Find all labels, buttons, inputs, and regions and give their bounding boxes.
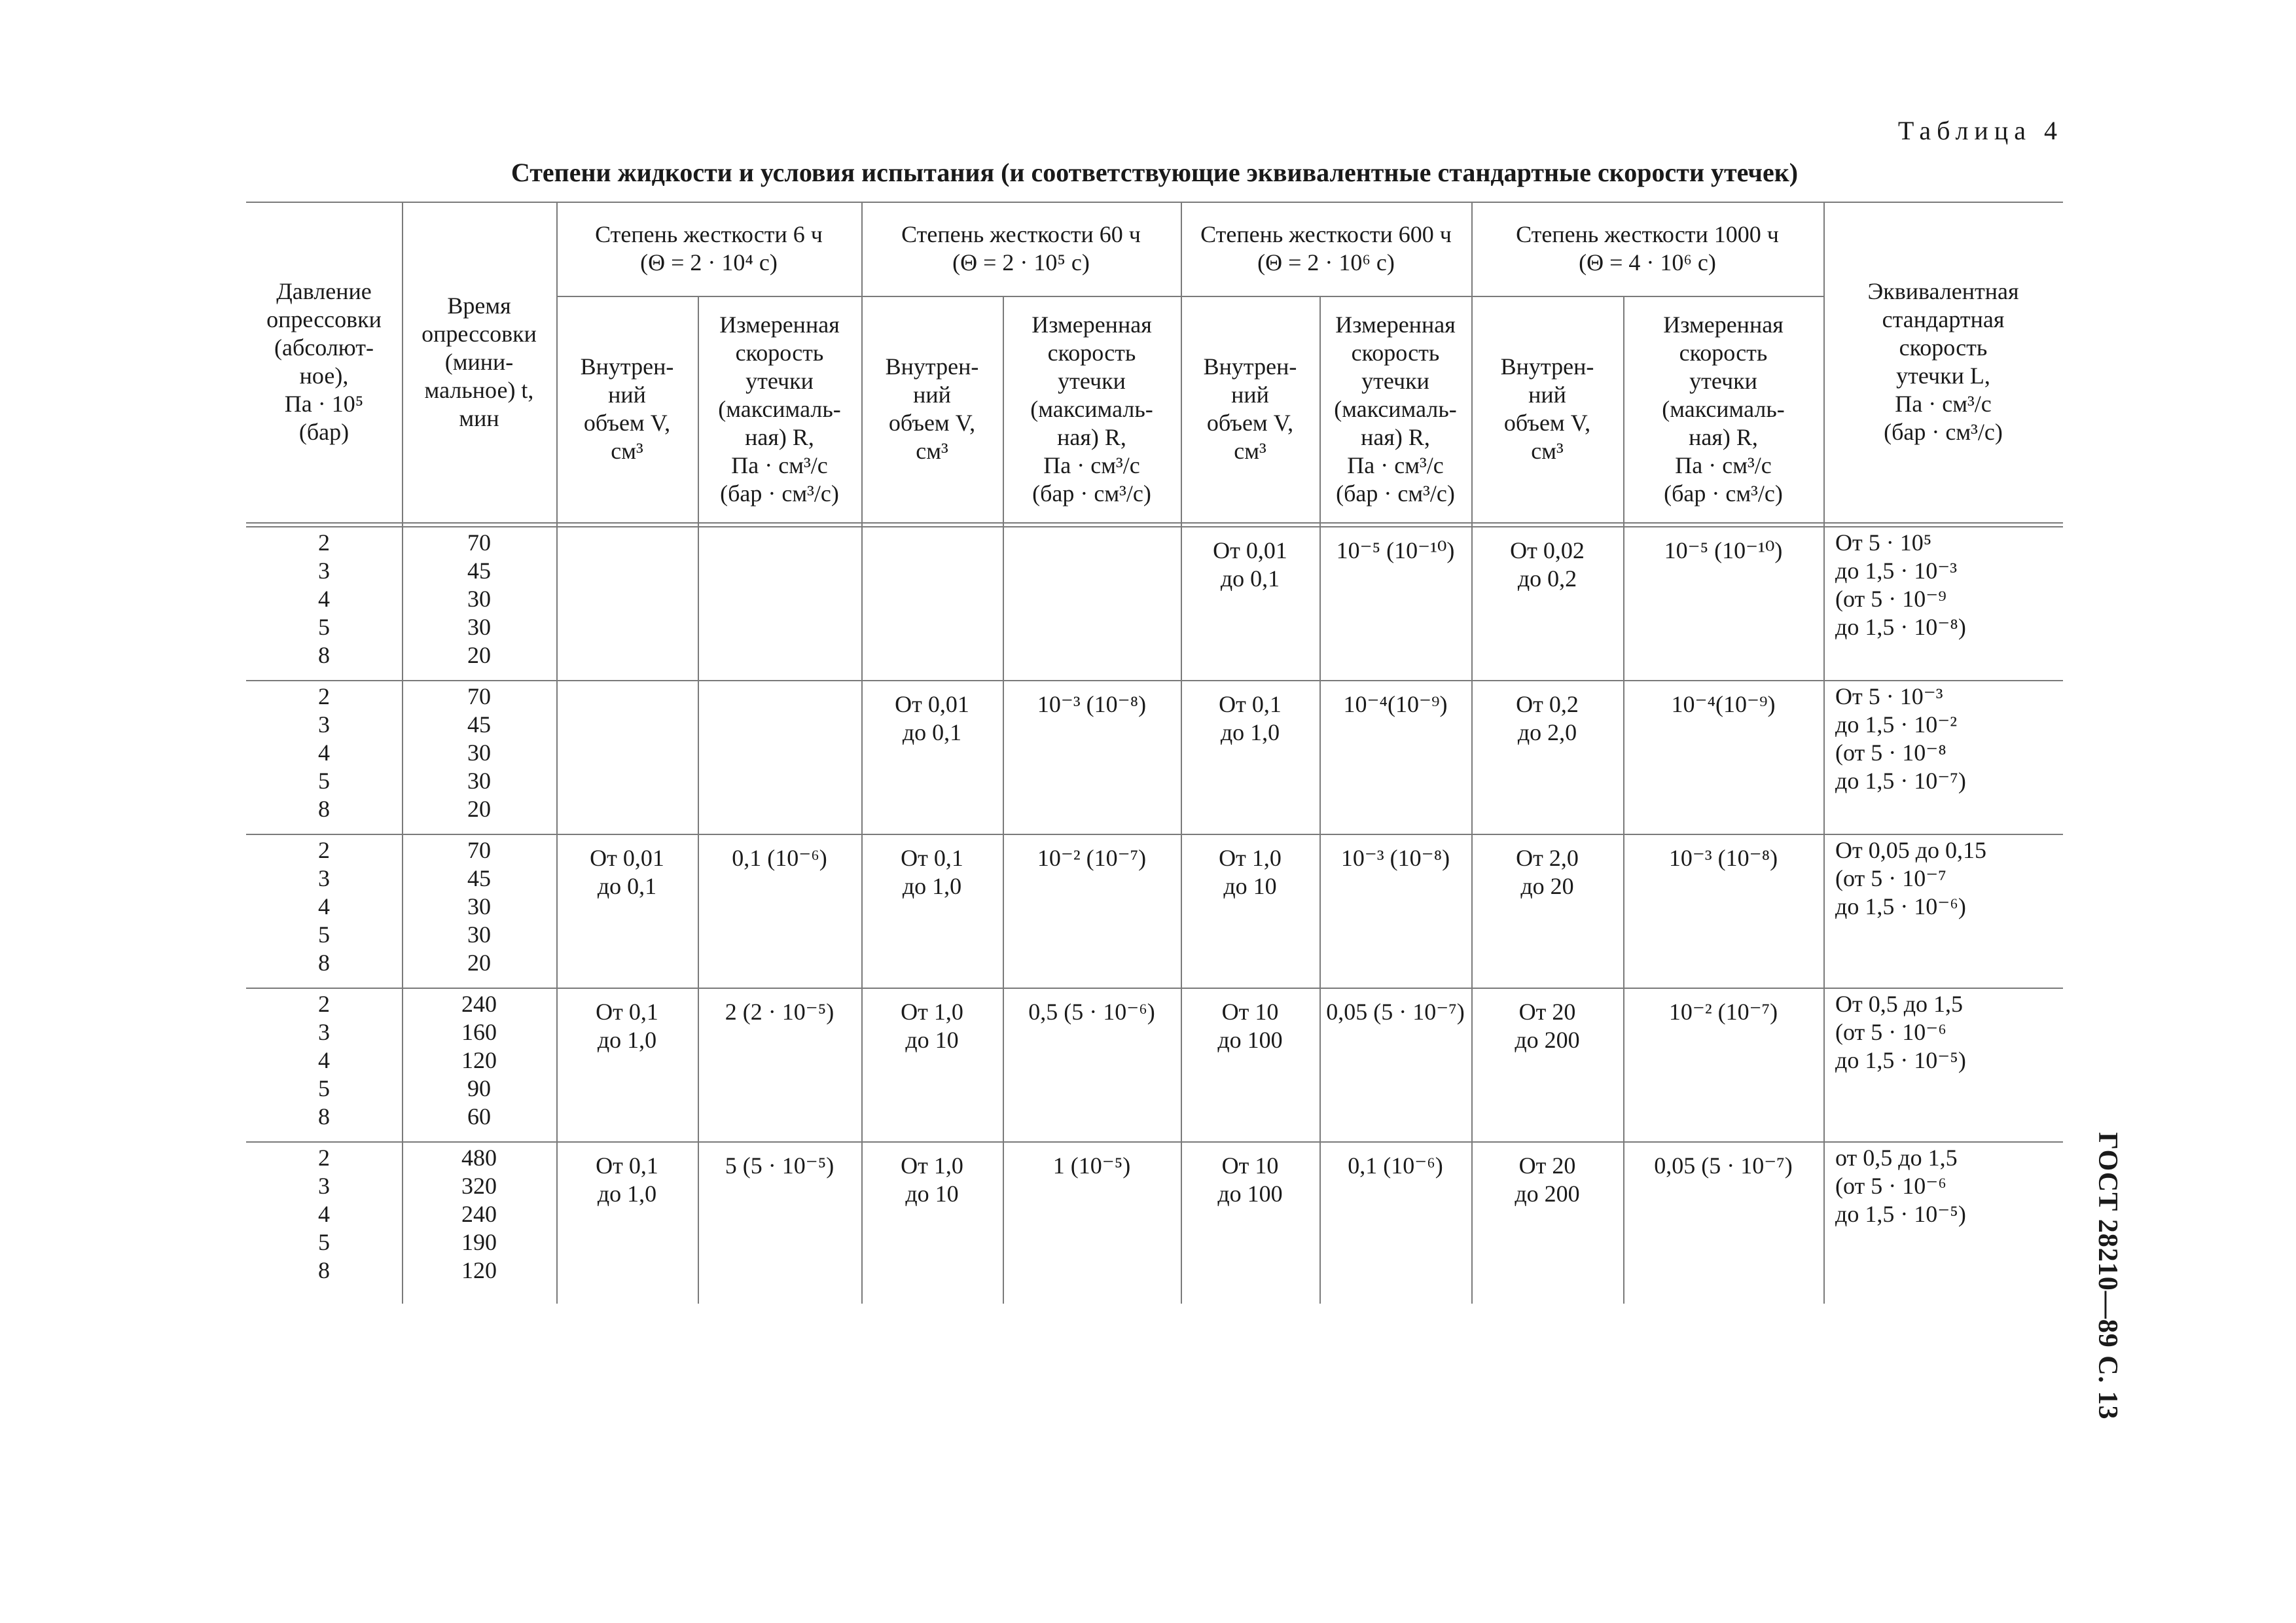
header-text: Па · см³/с [731, 452, 828, 478]
pressure-value: 8 [318, 642, 330, 668]
rate-value: 1 (10⁻⁵) [1052, 1152, 1131, 1179]
header-internal-volume [861, 296, 1003, 522]
measured-rate-cell [1003, 988, 1181, 1141]
time-values [402, 834, 556, 988]
header-text: ний [1528, 382, 1566, 408]
header-text: (бар · см³/с) [1884, 419, 2003, 445]
pressure-value: 8 [318, 796, 330, 822]
internal-volume-cell [1181, 526, 1319, 680]
pressure-value: 4 [318, 1047, 330, 1073]
header-text: Измеренная [1335, 311, 1456, 338]
volume-range: От 2,0 [1516, 845, 1579, 871]
rate-value: 0,1 (10⁻⁶) [732, 845, 827, 871]
volume-range: до 0,2 [1517, 565, 1577, 592]
volume-range: до 10 [905, 1181, 959, 1207]
header-text: см³ [1234, 438, 1266, 464]
header-text: см³ [1531, 438, 1564, 464]
header-text: Измеренная [719, 311, 840, 338]
internal-volume-cell [861, 526, 1003, 680]
time-value: 20 [467, 796, 491, 822]
rate-value: 0,5 (5 · 10⁻⁶) [1028, 999, 1155, 1025]
time-value: 45 [467, 865, 491, 891]
internal-volume-cell [861, 1141, 1003, 1295]
header-text: Па · см³/с [1043, 452, 1140, 478]
header-text: ная) R, [745, 423, 814, 450]
pressure-value: 5 [318, 614, 330, 640]
time-value: 70 [467, 529, 491, 556]
header-text: мин [459, 404, 499, 431]
page-running-header: ГОСТ 28210—89 С. 13 [2092, 1132, 2123, 1420]
internal-volume-cell [1471, 988, 1623, 1141]
header-text: Внутрен- [580, 353, 674, 380]
equivalent-rate-cell [1823, 526, 2063, 680]
volume-range: до 0,1 [597, 873, 657, 899]
time-value: 480 [461, 1145, 497, 1171]
equivalent-rate-line: От 0,5 до 1,5 [1835, 991, 1964, 1017]
pressure-value: 8 [318, 1257, 330, 1283]
time-value: 70 [467, 683, 491, 709]
volume-range: От 0,1 [596, 1152, 658, 1179]
internal-volume-cell [1471, 834, 1623, 988]
volume-range: От 0,1 [596, 999, 658, 1025]
header-group-60h [861, 202, 1181, 296]
header-text: объем V, [1206, 410, 1294, 436]
header-text: скорость [1047, 339, 1136, 366]
time-value: 320 [461, 1173, 497, 1199]
pressure-value: 2 [318, 991, 330, 1017]
measured-rate-cell [1003, 680, 1181, 834]
header-text: (бар · см³/с) [1336, 480, 1455, 507]
internal-volume-cell [556, 988, 698, 1141]
pressure-value: 2 [318, 837, 330, 863]
volume-range: до 10 [905, 1027, 959, 1053]
header-text: (Θ = 2 · 10⁵ с) [952, 249, 1090, 276]
header-text: (бар) [298, 419, 350, 445]
time-value: 90 [467, 1075, 491, 1101]
equivalent-rate-line: до 1,5 · 10⁻³ [1835, 558, 1958, 584]
equivalent-rate-line: до 1,5 · 10⁻² [1835, 711, 1958, 738]
equivalent-rate-line: От 5 · 10⁻³ [1835, 683, 1943, 709]
header-bottom-rule [246, 522, 2063, 524]
pressure-value: 3 [318, 1019, 330, 1045]
volume-range: От 10 [1221, 1152, 1279, 1179]
pressure-value: 4 [318, 1201, 330, 1227]
pressure-value: 5 [318, 1075, 330, 1101]
equivalent-rate-line: От 5 · 10⁵ [1835, 529, 1932, 556]
internal-volume-cell [556, 526, 698, 680]
header-text: Па · см³/с [1895, 391, 1992, 417]
rate-value: 10⁻⁵ (10⁻¹⁰) [1664, 537, 1783, 563]
measured-rate-cell [698, 834, 861, 988]
volume-range: до 0,1 [1220, 565, 1280, 592]
volume-range: до 1,0 [597, 1027, 657, 1053]
header-text: опрессовки [266, 306, 382, 332]
volume-range: до 200 [1515, 1027, 1580, 1053]
internal-volume-cell [1471, 526, 1623, 680]
volume-range: От 1,0 [1219, 845, 1282, 871]
volume-range: до 100 [1217, 1027, 1283, 1053]
time-value: 30 [467, 586, 491, 612]
header-text: объем V, [888, 410, 976, 436]
header-text: (Θ = 4 · 10⁶ с) [1579, 249, 1716, 276]
measured-rate-cell [1319, 680, 1471, 834]
internal-volume-cell [861, 834, 1003, 988]
volume-range: От 0,02 [1510, 537, 1585, 563]
header-text: Внутрен- [885, 353, 979, 380]
header-text: Па · 10⁵ [284, 391, 364, 417]
equivalent-rate-cell [1823, 1141, 2063, 1295]
volume-range: От 0,2 [1516, 691, 1579, 717]
measured-rate-cell [698, 526, 861, 680]
time-value: 240 [461, 1201, 497, 1227]
pressure-values [246, 526, 402, 680]
table-title: Степени жидкости и условия испытания (и соответствующие эквивалентные стандартные скорости утечек) [511, 158, 1799, 187]
header-measured-rate [1319, 296, 1471, 522]
rate-value: 10⁻⁵ (10⁻¹⁰) [1336, 537, 1455, 563]
time-value: 240 [461, 991, 497, 1017]
internal-volume-cell [861, 988, 1003, 1141]
volume-range: От 10 [1221, 999, 1279, 1025]
internal-volume-cell [556, 834, 698, 988]
internal-volume-cell [1181, 834, 1319, 988]
time-value: 45 [467, 711, 491, 738]
measured-rate-cell [1623, 988, 1823, 1141]
time-values [402, 988, 556, 1141]
header-text: ний [913, 382, 951, 408]
table-number-label: Таблица 4 [1897, 116, 2063, 145]
header-text: скорость [1899, 334, 1988, 361]
pressure-value: 4 [318, 893, 330, 919]
header-text: см³ [611, 438, 643, 464]
header-internal-volume [556, 296, 698, 522]
time-value: 30 [467, 768, 491, 794]
test-conditions-table [246, 202, 2063, 1304]
volume-range: до 1,0 [902, 873, 962, 899]
equivalent-rate-line: От 0,05 до 0,15 [1835, 837, 1987, 863]
internal-volume-cell [1471, 680, 1623, 834]
measured-rate-cell [698, 680, 861, 834]
measured-rate-cell [698, 988, 861, 1141]
pressure-values [246, 680, 402, 834]
header-text: объем V, [1503, 410, 1591, 436]
rate-value: 10⁻³ (10⁻⁸) [1668, 845, 1778, 871]
measured-rate-cell [1623, 526, 1823, 680]
volume-range: От 1,0 [901, 1152, 963, 1179]
equivalent-rate-line: (от 5 · 10⁻⁶ [1835, 1019, 1946, 1045]
pressure-values [246, 834, 402, 988]
measured-rate-cell [1623, 680, 1823, 834]
equivalent-rate-line: до 1,5 · 10⁻⁵) [1835, 1201, 1966, 1227]
pressure-value: 5 [318, 921, 330, 948]
equivalent-rate-line: (от 5 · 10⁻⁹ [1835, 586, 1946, 612]
header-text: (мини- [444, 348, 514, 375]
header-text: (максималь- [1030, 395, 1153, 422]
header-internal-volume [1471, 296, 1623, 522]
header-text: утечки [745, 367, 814, 394]
rate-value: 10⁻³ (10⁻⁸) [1340, 845, 1450, 871]
header-text: скорость [735, 339, 824, 366]
time-value: 60 [467, 1103, 491, 1130]
header-text: (Θ = 2 · 10⁶ с) [1257, 249, 1395, 276]
measured-rate-cell [1319, 1141, 1471, 1295]
volume-range: до 100 [1217, 1181, 1283, 1207]
rate-value: 0,1 (10⁻⁶) [1348, 1152, 1443, 1179]
header-text: опрессовки [422, 320, 537, 347]
pressure-value: 8 [318, 950, 330, 976]
measured-rate-cell [1003, 526, 1181, 680]
pressure-value: 2 [318, 1145, 330, 1171]
header-text: Степень жесткости 6 ч [595, 221, 823, 247]
header-text: (максималь- [1662, 395, 1785, 422]
header-text: скорость [1679, 339, 1768, 366]
equivalent-rate-line: до 1,5 · 10⁻⁵) [1835, 1047, 1966, 1073]
header-text: Измеренная [1031, 311, 1152, 338]
pressure-value: 3 [318, 558, 330, 584]
internal-volume-cell [1471, 1141, 1623, 1295]
header-text: Степень жесткости 1000 ч [1516, 221, 1779, 247]
header-text: скорость [1351, 339, 1440, 366]
header-measured-rate [1623, 296, 1823, 522]
header-measured-rate [1003, 296, 1181, 522]
header-text: (бар · см³/с) [720, 480, 839, 507]
time-value: 30 [467, 614, 491, 640]
header-text: ная) R, [1057, 423, 1126, 450]
header-text: Измеренная [1663, 311, 1784, 338]
header-text: (абсолют- [274, 334, 374, 361]
header-text: (максималь- [1334, 395, 1457, 422]
internal-volume-cell [556, 680, 698, 834]
equivalent-rate-line: (от 5 · 10⁻⁶ [1835, 1173, 1946, 1199]
equivalent-rate-line: до 1,5 · 10⁻⁸) [1835, 614, 1966, 640]
rate-value: 5 (5 · 10⁻⁵) [725, 1152, 834, 1179]
pressure-value: 5 [318, 768, 330, 794]
time-value: 20 [467, 642, 491, 668]
header-text: (бар · см³/с) [1032, 480, 1151, 507]
rate-value: 10⁻² (10⁻⁷) [1037, 845, 1147, 871]
header-pressure [246, 202, 402, 522]
internal-volume-cell [861, 680, 1003, 834]
measured-rate-cell [1003, 1141, 1181, 1295]
header-text: (максималь- [718, 395, 841, 422]
rate-value: 10⁻² (10⁻⁷) [1668, 999, 1778, 1025]
pressure-value: 4 [318, 586, 330, 612]
measured-rate-cell [1319, 526, 1471, 680]
equivalent-rate-cell [1823, 680, 2063, 834]
header-text: см³ [916, 438, 948, 464]
volume-range: до 200 [1515, 1181, 1580, 1207]
header-text: утечки [1058, 367, 1126, 394]
header-text: Па · см³/с [1675, 452, 1772, 478]
time-value: 120 [461, 1047, 497, 1073]
equivalent-rate-line: (от 5 · 10⁻⁸ [1835, 740, 1946, 766]
time-value: 160 [461, 1019, 497, 1045]
header-text: ная) R, [1361, 423, 1430, 450]
time-values [402, 680, 556, 834]
header-text: утечки [1689, 367, 1757, 394]
volume-range: От 0,01 [1213, 537, 1287, 563]
header-text: (Θ = 2 · 10⁴ с) [640, 249, 778, 276]
volume-range: От 0,1 [901, 845, 963, 871]
header-text: Внутрен- [1203, 353, 1297, 380]
header-group-600h [1181, 202, 1471, 296]
header-text: утечки L, [1896, 363, 1990, 389]
pressure-value: 2 [318, 683, 330, 709]
rate-value: 2 (2 · 10⁻⁵) [725, 999, 834, 1025]
time-value: 30 [467, 921, 491, 948]
pressure-value: 5 [318, 1229, 330, 1255]
header-measured-rate [698, 296, 861, 522]
volume-range: От 20 [1518, 999, 1576, 1025]
header-text: (бар · см³/с) [1664, 480, 1783, 507]
volume-range: От 20 [1518, 1152, 1576, 1179]
header-group-1000h [1471, 202, 1823, 296]
pressure-values [246, 988, 402, 1141]
header-text: ная) R, [1689, 423, 1758, 450]
volume-range: до 1,0 [1220, 719, 1280, 745]
measured-rate-cell [698, 1141, 861, 1295]
volume-range: до 20 [1520, 873, 1574, 899]
internal-volume-cell [1181, 1141, 1319, 1295]
header-text: Эквивалентная [1867, 278, 2019, 304]
time-values [402, 526, 556, 680]
time-value: 20 [467, 950, 491, 976]
header-text: Время [447, 292, 511, 319]
header-text: Давление [276, 278, 372, 304]
equivalent-rate-line: до 1,5 · 10⁻⁶) [1835, 893, 1966, 919]
pressure-value: 2 [318, 529, 330, 556]
header-internal-volume [1181, 296, 1319, 522]
header-equivalent-rate [1823, 202, 2063, 522]
header-text: Степень жесткости 60 ч [901, 221, 1141, 247]
header-text: Степень жесткости 600 ч [1200, 221, 1452, 247]
time-value: 120 [461, 1257, 497, 1283]
time-value: 30 [467, 740, 491, 766]
pressure-value: 3 [318, 1173, 330, 1199]
time-value: 70 [467, 837, 491, 863]
volume-range: до 1,0 [597, 1181, 657, 1207]
pressure-value: 4 [318, 740, 330, 766]
measured-rate-cell [1623, 1141, 1823, 1295]
volume-range: От 0,01 [590, 845, 664, 871]
equivalent-rate-cell [1823, 988, 2063, 1141]
measured-rate-cell [1623, 834, 1823, 988]
volume-range: до 2,0 [1517, 719, 1577, 745]
pressure-value: 3 [318, 865, 330, 891]
internal-volume-cell [556, 1141, 698, 1295]
volume-range: до 0,1 [902, 719, 962, 745]
header-text: Па · см³/с [1347, 452, 1444, 478]
header-text: мальное) t, [424, 376, 534, 403]
header-time [402, 202, 556, 522]
equivalent-rate-line: до 1,5 · 10⁻⁷) [1835, 768, 1966, 794]
rate-value: 0,05 (5 · 10⁻⁷) [1326, 999, 1465, 1025]
header-text: Внутрен- [1500, 353, 1594, 380]
volume-range: От 1,0 [901, 999, 963, 1025]
header-text: объем V, [583, 410, 671, 436]
pressure-value: 8 [318, 1103, 330, 1130]
rate-value: 0,05 (5 · 10⁻⁷) [1654, 1152, 1793, 1179]
pressure-value: 3 [318, 711, 330, 738]
time-value: 45 [467, 558, 491, 584]
header-group-6h [556, 202, 861, 296]
volume-range: От 0,01 [895, 691, 969, 717]
rate-value: 10⁻⁴(10⁻⁹) [1343, 691, 1448, 717]
time-value: 30 [467, 893, 491, 919]
equivalent-rate-line: (от 5 · 10⁻⁷ [1835, 865, 1946, 891]
rate-value: 10⁻³ (10⁻⁸) [1037, 691, 1147, 717]
time-values [402, 1141, 556, 1295]
header-text: ное), [299, 363, 349, 389]
pressure-values [246, 1141, 402, 1295]
volume-range: От 0,1 [1219, 691, 1282, 717]
equivalent-rate-line: от 0,5 до 1,5 [1835, 1145, 1958, 1171]
header-text: ний [608, 382, 646, 408]
measured-rate-cell [1319, 834, 1471, 988]
volume-range: до 10 [1223, 873, 1277, 899]
rate-value: 10⁻⁴(10⁻⁹) [1671, 691, 1776, 717]
internal-volume-cell [1181, 988, 1319, 1141]
internal-volume-cell [1181, 680, 1319, 834]
measured-rate-cell [1319, 988, 1471, 1141]
header-text: ний [1231, 382, 1269, 408]
header-text: утечки [1361, 367, 1429, 394]
measured-rate-cell [1003, 834, 1181, 988]
time-value: 190 [461, 1229, 497, 1255]
equivalent-rate-cell [1823, 834, 2063, 988]
header-text: стандартная [1882, 306, 2005, 332]
